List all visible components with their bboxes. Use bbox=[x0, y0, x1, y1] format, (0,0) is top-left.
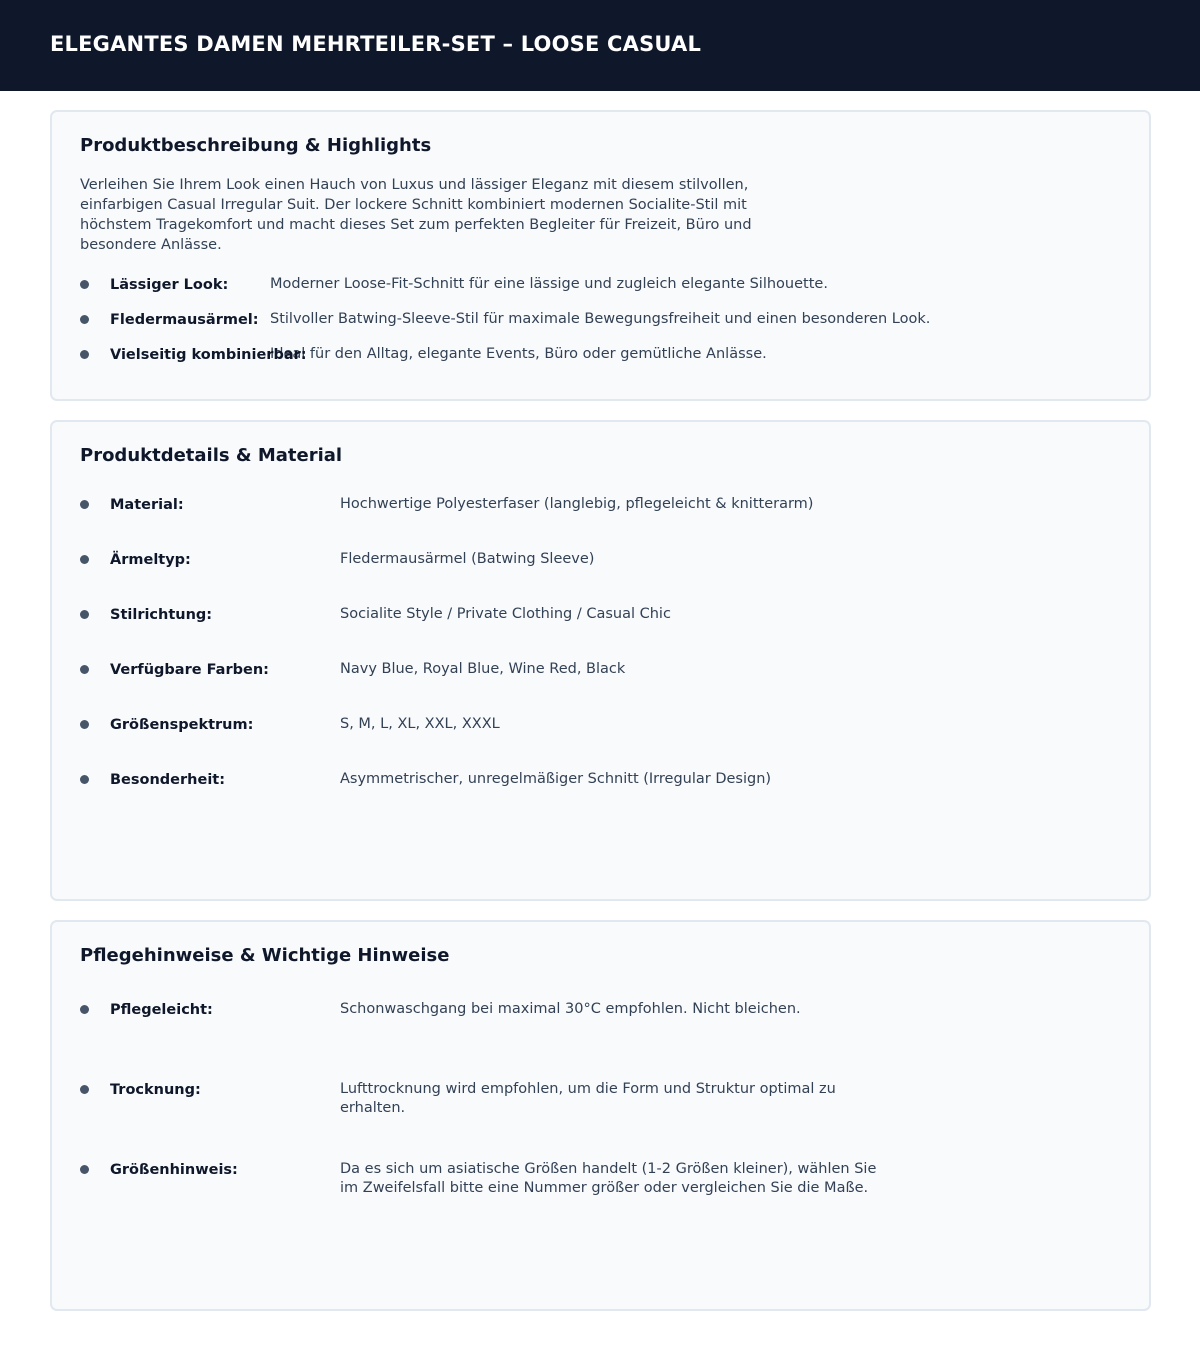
highlight-item bbox=[80, 275, 1129, 295]
detail-label: Größenspektrum: bbox=[110, 717, 254, 733]
bullet-icon bbox=[80, 775, 89, 784]
detail-label: Verfügbare Farben: bbox=[110, 662, 269, 678]
bullet-icon bbox=[80, 350, 89, 359]
bullet-icon bbox=[80, 280, 89, 289]
highlight-text: Ideal für den Alltag, elegante Events, Büro oder gemütliche Anlässe. bbox=[270, 346, 767, 362]
detail-item bbox=[80, 550, 1129, 570]
highlight-label: Vielseitig kombinierbar: bbox=[110, 347, 307, 363]
bullet-icon bbox=[80, 315, 89, 324]
highlight-label: Fledermausärmel: bbox=[110, 312, 259, 328]
bullet-icon bbox=[80, 665, 89, 674]
care-title: Pflegehinweise & Wichtige Hinweise bbox=[80, 945, 450, 966]
detail-label: Ärmeltyp: bbox=[110, 552, 191, 568]
highlight-text: Stilvoller Batwing-Sleeve-Stil für maximale Bewegungsfreiheit und einen besonderen Look. bbox=[270, 311, 931, 327]
detail-item bbox=[80, 715, 1129, 735]
detail-item bbox=[80, 495, 1129, 515]
page-header bbox=[0, 0, 1200, 91]
detail-item bbox=[80, 660, 1129, 680]
detail-label: Stilrichtung: bbox=[110, 607, 213, 623]
detail-value: Fledermausärmel (Batwing Sleeve) bbox=[340, 551, 595, 567]
description-card bbox=[50, 110, 1151, 401]
care-label: Pflegeleicht: bbox=[110, 1002, 213, 1018]
detail-label: Besonderheit: bbox=[110, 772, 226, 788]
highlight-text: Moderner Loose-Fit-Schnitt für eine lässige und zugleich elegante Silhouette. bbox=[270, 276, 828, 292]
detail-item bbox=[80, 770, 1129, 790]
highlight-item bbox=[80, 310, 1129, 330]
care-label: Trocknung: bbox=[110, 1082, 201, 1098]
care-value: Da es sich um asiatische Größen handelt (1-2 Größen kleiner), wählen Sie im Zweifelsfall bitte eine Nummer größer oder vergleichen Sie die Maße. bbox=[340, 1161, 877, 1196]
detail-item bbox=[80, 605, 1129, 625]
detail-value: Navy Blue, Royal Blue, Wine Red, Black bbox=[340, 661, 626, 677]
detail-value: S, M, L, XL, XXL, XXXL bbox=[340, 716, 500, 732]
detail-value: Socialite Style / Private Clothing / Casual Chic bbox=[340, 606, 671, 622]
care-value: Lufttrocknung wird empfohlen, um die Form und Struktur optimal zu erhalten. bbox=[340, 1081, 836, 1116]
detail-value: Asymmetrischer, unregelmäßiger Schnitt (Irregular Design) bbox=[340, 771, 772, 787]
bullet-icon bbox=[80, 1005, 89, 1014]
page-title: ELEGANTES DAMEN MEHRTEILER-SET – LOOSE CASUAL bbox=[50, 32, 702, 56]
detail-label: Material: bbox=[110, 497, 184, 513]
description-intro: Verleihen Sie Ihrem Look einen Hauch von Luxus und lässiger Eleganz mit diesem stilvollen, einfarbigen Casual Irregular Suit. Der lockere Schnitt kombiniert modernen Socialite-Stil mit höchstem Tragekomfort und macht dieses Set zum perfekten Begleiter für Freizeit, Büro und besondere Anlässe. bbox=[80, 177, 752, 253]
bullet-icon bbox=[80, 555, 89, 564]
bullet-icon bbox=[80, 610, 89, 619]
care-item bbox=[80, 1000, 1129, 1020]
bullet-icon bbox=[80, 500, 89, 509]
care-label: Größenhinweis: bbox=[110, 1162, 238, 1178]
bullet-icon bbox=[80, 1085, 89, 1094]
highlight-label: Lässiger Look: bbox=[110, 277, 229, 293]
care-card bbox=[50, 920, 1151, 1311]
bullet-icon bbox=[80, 720, 89, 729]
highlight-item bbox=[80, 345, 1129, 365]
care-value: Schonwaschgang bei maximal 30°C empfohlen. Nicht bleichen. bbox=[340, 1001, 801, 1017]
care-item bbox=[80, 1160, 1129, 1196]
bullet-icon bbox=[80, 1165, 89, 1174]
care-item bbox=[80, 1080, 1129, 1116]
detail-value: Hochwertige Polyesterfaser (langlebig, pflegeleicht & knitterarm) bbox=[340, 496, 814, 512]
details-title: Produktdetails & Material bbox=[80, 445, 343, 466]
details-card bbox=[50, 420, 1151, 901]
description-title: Produktbeschreibung & Highlights bbox=[80, 135, 432, 156]
